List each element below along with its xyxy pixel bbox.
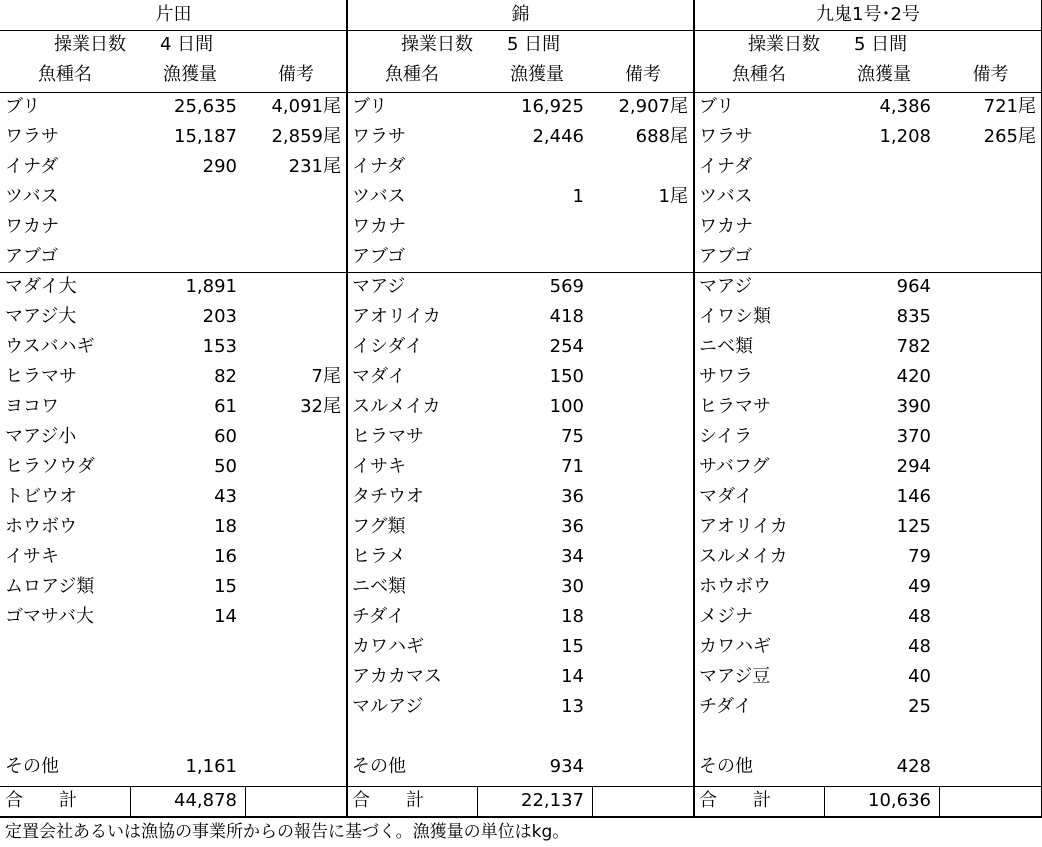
- station-panel: [0, 0, 347, 817]
- fish-name: ムロアジ類: [5, 576, 95, 597]
- remarks-value: [934, 692, 1036, 722]
- catch-value: [814, 182, 931, 212]
- catch-value: 418: [549, 306, 584, 327]
- station-name: 片田: [155, 4, 192, 25]
- catch-value: 370: [896, 426, 931, 447]
- fish-name: マアジ大: [5, 306, 77, 327]
- remarks-value: 7尾: [311, 366, 341, 387]
- remarks-value: [587, 662, 688, 692]
- fish-name: イサキ: [5, 546, 59, 567]
- total-label: 合 計: [352, 790, 424, 811]
- remarks-value: [934, 542, 1036, 572]
- divider: [477, 786, 478, 816]
- remarks-value: [934, 662, 1036, 692]
- divider: [939, 786, 940, 816]
- fish-name: チダイ: [352, 606, 405, 627]
- remarks-value: [934, 632, 1036, 662]
- fish-name: ツバス: [5, 186, 59, 207]
- catch-value: 82: [214, 366, 237, 387]
- fish-name: ヨコワ: [5, 396, 59, 417]
- fish-name: マアジ: [352, 276, 406, 297]
- catch-value: 79: [908, 546, 931, 567]
- remarks-value: [934, 512, 1036, 542]
- fish-name: その他: [352, 756, 406, 777]
- remarks-header: 備考: [625, 64, 661, 85]
- catch-value: 146: [896, 486, 931, 507]
- catch-value: 1,208: [879, 126, 931, 147]
- catch-value: 390: [896, 396, 931, 417]
- fish-name: ワラサ: [5, 126, 59, 147]
- catch-value: 934: [549, 756, 584, 777]
- catch-value: 153: [202, 336, 237, 357]
- remarks-value: 4,091尾: [271, 96, 341, 117]
- catch-value: 1,891: [185, 276, 237, 297]
- catch-value: 835: [896, 306, 931, 327]
- total-value: 22,137: [521, 790, 584, 811]
- catch-value: 75: [561, 426, 584, 447]
- species-header: 魚種名: [38, 64, 92, 85]
- remarks-value: [587, 452, 688, 482]
- days-value: 5 日間: [507, 34, 561, 55]
- station-name: 九鬼1号･2号: [816, 4, 920, 25]
- catch-value: 40: [908, 666, 931, 687]
- catch-value: 36: [561, 516, 584, 537]
- remarks-value: [240, 422, 341, 452]
- fish-name: シイラ: [699, 426, 753, 447]
- species-header: 魚種名: [732, 64, 786, 85]
- species-header: 魚種名: [385, 64, 439, 85]
- remarks-value: [934, 362, 1036, 392]
- remarks-value: 2,859尾: [271, 126, 341, 147]
- remarks-value: [934, 602, 1036, 632]
- catch-value: [467, 242, 584, 272]
- remarks-value: [587, 692, 688, 722]
- remarks-value: [240, 512, 341, 542]
- fish-name: タチウオ: [352, 486, 424, 507]
- remarks-value: [587, 572, 688, 602]
- remarks-value: [587, 512, 688, 542]
- fish-name: マアジ豆: [699, 666, 771, 687]
- catch-value: [814, 152, 931, 182]
- fish-name: ワラサ: [699, 126, 753, 147]
- fish-name: ブリ: [699, 96, 735, 117]
- catch-value: 125: [896, 516, 931, 537]
- remarks-value: [587, 602, 688, 632]
- remarks-value: [934, 242, 1036, 272]
- catch-header: 漁獲量: [163, 64, 217, 85]
- remarks-value: [587, 392, 688, 422]
- station-panel: [694, 0, 1042, 817]
- fish-name: アカカマス: [352, 666, 442, 687]
- remarks-value: [587, 212, 688, 242]
- fish-name: カワハギ: [352, 636, 424, 657]
- divider: [693, 0, 695, 817]
- remarks-header: 備考: [972, 64, 1009, 85]
- fish-name: フグ類: [352, 516, 406, 537]
- fish-name: イサキ: [352, 456, 406, 477]
- fish-name: アブゴ: [699, 246, 753, 267]
- catch-value: [120, 242, 237, 272]
- fish-name: マアジ: [699, 276, 753, 297]
- fish-name: ブリ: [352, 96, 388, 117]
- catch-value: [814, 242, 931, 272]
- fish-name: ヒラソウダ: [5, 456, 95, 477]
- station-name: 錦: [511, 4, 530, 25]
- fish-name: マダイ大: [5, 276, 77, 297]
- catch-value: 15,187: [174, 126, 237, 147]
- fish-name: サバフグ: [699, 456, 770, 477]
- remarks-value: [240, 272, 341, 302]
- fish-name: ヒラマサ: [352, 426, 424, 447]
- remarks-value: [240, 452, 341, 482]
- remarks-value: [240, 602, 341, 632]
- catch-value: 569: [549, 276, 584, 297]
- catch-value: 13: [561, 696, 584, 717]
- catch-value: 4,386: [879, 96, 931, 117]
- remarks-value: 231尾: [288, 156, 341, 177]
- catch-value: 34: [561, 546, 584, 567]
- remarks-value: [934, 302, 1036, 332]
- remarks-value: [240, 212, 341, 242]
- remarks-value: [587, 152, 688, 182]
- catch-value: 290: [202, 156, 237, 177]
- remarks-value: [934, 482, 1036, 512]
- fish-name: ニベ類: [699, 336, 753, 357]
- catch-value: [120, 212, 237, 242]
- catch-value: 30: [561, 576, 584, 597]
- remarks-value: [240, 542, 341, 572]
- catch-value: 14: [561, 666, 584, 687]
- remarks-value: [240, 572, 341, 602]
- divider: [346, 0, 348, 817]
- catch-value: 964: [896, 276, 931, 297]
- catch-value: 1,161: [185, 756, 237, 777]
- fish-name: サワラ: [699, 366, 753, 387]
- remarks-value: [934, 422, 1036, 452]
- fish-name: ブリ: [5, 96, 41, 117]
- remarks-value: [240, 242, 341, 272]
- fish-name: イナダ: [352, 156, 406, 177]
- divider: [824, 786, 825, 816]
- remarks-value: [934, 332, 1036, 362]
- fish-name: イナダ: [699, 156, 753, 177]
- fish-name: アオリイカ: [352, 306, 441, 327]
- divider: [130, 786, 131, 816]
- remarks-value: 2,907尾: [618, 96, 688, 117]
- remarks-value: [240, 332, 341, 362]
- remarks-value: 688尾: [635, 126, 688, 147]
- remarks-value: 721尾: [983, 96, 1036, 117]
- catch-value: 428: [896, 756, 931, 777]
- fish-name: メジナ: [699, 606, 753, 627]
- fish-name: マダイ: [699, 486, 753, 507]
- fish-name: その他: [699, 756, 753, 777]
- catch-value: 254: [549, 336, 584, 357]
- catch-value: [467, 152, 584, 182]
- divider: [245, 786, 246, 816]
- fish-name: ニベ類: [352, 576, 406, 597]
- fish-name: ゴマサバ大: [5, 606, 94, 627]
- fish-name: ヒラマサ: [5, 366, 77, 387]
- catch-value: 36: [561, 486, 584, 507]
- fish-name: トビウオ: [5, 486, 77, 507]
- fish-name: マアジ小: [5, 426, 77, 447]
- catch-value: 1: [572, 186, 584, 207]
- fish-name: ワカナ: [699, 216, 753, 237]
- remarks-value: [587, 482, 688, 512]
- total-label: 合 計: [5, 790, 77, 811]
- remarks-value: [240, 482, 341, 512]
- remarks-value: [587, 632, 688, 662]
- remarks-value: [587, 272, 688, 302]
- remarks-value: 32尾: [300, 396, 341, 417]
- catch-value: 18: [561, 606, 584, 627]
- catch-value: 782: [896, 336, 931, 357]
- remarks-value: [934, 212, 1036, 242]
- fish-name: アオリイカ: [699, 516, 788, 537]
- catch-value: 16,925: [521, 96, 584, 117]
- fish-name: ワラサ: [352, 126, 406, 147]
- remarks-value: [934, 182, 1036, 212]
- fish-name: ワカナ: [5, 216, 59, 237]
- fish-name: ツバス: [352, 186, 406, 207]
- catch-value: 25,635: [174, 96, 237, 117]
- catch-value: 420: [896, 366, 931, 387]
- fish-name: マルアジ: [352, 696, 424, 717]
- days-value: 4 日間: [160, 34, 214, 55]
- remarks-value: [240, 302, 341, 332]
- remarks-value: [587, 332, 688, 362]
- fish-name: ウスバハギ: [5, 336, 95, 357]
- fish-name: マダイ: [352, 366, 406, 387]
- catch-value: 203: [202, 306, 237, 327]
- remarks-value: [587, 422, 688, 452]
- catch-value: 2,446: [532, 126, 584, 147]
- catch-header: 漁獲量: [857, 64, 911, 85]
- catch-value: 71: [561, 456, 584, 477]
- catch-value: 48: [908, 606, 931, 627]
- catch-value: 150: [549, 366, 584, 387]
- remarks-value: 265尾: [983, 126, 1036, 147]
- catch-value: 61: [214, 396, 237, 417]
- remarks-value: [934, 152, 1036, 182]
- catch-value: 100: [549, 396, 584, 417]
- fish-name: ホウボウ: [5, 516, 77, 537]
- days-label: 操業日数: [54, 34, 126, 55]
- catch-value: 50: [214, 456, 237, 477]
- remarks-value: [934, 272, 1036, 302]
- fish-name: スルメイカ: [352, 396, 441, 417]
- catch-value: 294: [896, 456, 931, 477]
- remarks-value: [934, 452, 1036, 482]
- catch-value: [120, 182, 237, 212]
- remarks-value: 1尾: [658, 186, 688, 207]
- catch-value: 25: [908, 696, 931, 717]
- total-label: 合 計: [699, 790, 771, 811]
- catch-value: 49: [908, 576, 931, 597]
- catch-header: 漁獲量: [510, 64, 564, 85]
- total-value: 10,636: [868, 790, 931, 811]
- remarks-value: [934, 392, 1036, 422]
- fish-name: ツバス: [699, 186, 753, 207]
- remarks-value: [240, 182, 341, 212]
- fish-name: イワシ類: [699, 306, 771, 327]
- catch-value: 15: [214, 576, 237, 597]
- catch-value: 60: [214, 426, 237, 447]
- fish-name: アブゴ: [5, 246, 59, 267]
- fish-name: スルメイカ: [699, 546, 788, 567]
- catch-value: [814, 212, 931, 242]
- fish-name: その他: [5, 756, 59, 777]
- catch-value: 15: [561, 636, 584, 657]
- catch-value: 48: [908, 636, 931, 657]
- fish-name: チダイ: [699, 696, 752, 717]
- remarks-header: 備考: [278, 64, 314, 85]
- fish-name: ワカナ: [352, 216, 406, 237]
- catch-value: 43: [214, 486, 237, 507]
- fish-name: ヒラマサ: [699, 396, 771, 417]
- fish-name: カワハギ: [699, 636, 771, 657]
- station-panel: [347, 0, 694, 817]
- catch-value: 18: [214, 516, 237, 537]
- fish-name: ホウボウ: [699, 576, 771, 597]
- footnote: 定置会社あるいは漁協の事業所からの報告に基づく。漁獲量の単位はkg。: [5, 822, 570, 842]
- total-value: 44,878: [174, 790, 237, 811]
- remarks-value: [587, 362, 688, 392]
- days-label: 操業日数: [748, 34, 820, 55]
- days-value: 5 日間: [854, 34, 908, 55]
- days-label: 操業日数: [401, 34, 473, 55]
- fish-name: ヒラメ: [352, 546, 406, 567]
- catch-value: 16: [214, 546, 237, 567]
- remarks-value: [587, 542, 688, 572]
- fish-name: イナダ: [5, 156, 59, 177]
- remarks-value: [587, 302, 688, 332]
- remarks-value: [587, 242, 688, 272]
- divider: [592, 786, 593, 816]
- fish-name: アブゴ: [352, 246, 406, 267]
- catch-value: 14: [214, 606, 237, 627]
- fish-name: イシダイ: [352, 336, 423, 357]
- catch-value: [467, 212, 584, 242]
- remarks-value: [934, 572, 1036, 602]
